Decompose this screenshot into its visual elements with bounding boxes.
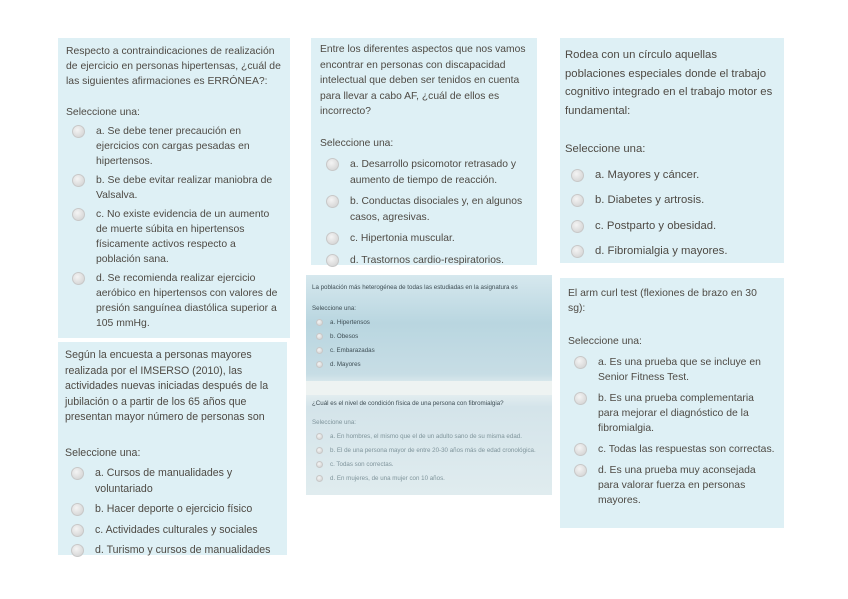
option-a[interactable] [66,124,282,169]
question-text: El arm curl test (flexiones de brazo en 30 sg): [568,288,757,314]
radio-button[interactable] [574,356,587,369]
option-label: c. No existe evidencia de un aumento de muerte súbita en hipertensos físicamente activos respecto a población sana. [96,209,270,265]
radio-button[interactable] [316,361,323,368]
option-c[interactable] [312,346,546,355]
option-label: a. Es una prueba que se incluye en Senior Fitness Test. [598,357,761,383]
photo-screenshot-questions [306,275,552,495]
question-text: La población más heterogénea de todas las estudiadas en la asignatura es [312,284,518,291]
option-d[interactable] [66,271,282,331]
option-a[interactable] [565,166,779,185]
radio-button[interactable] [316,447,323,454]
option-d[interactable] [565,242,779,261]
radio-button[interactable] [72,125,85,138]
radio-button[interactable] [326,158,339,171]
select-label: Seleccione una: [568,336,642,347]
option-label: c. Todas son correctas. [330,461,394,468]
select-label: Seleccione una: [65,446,141,459]
radio-button[interactable] [71,524,84,537]
select-label: Seleccione una: [312,419,357,426]
radio-button[interactable] [571,169,584,182]
radio-button[interactable] [72,272,85,285]
option-a[interactable] [65,466,280,497]
question-text: Respecto a contraindicaciones de realización de ejercicio en personas hipertensas, ¿cuál de las siguientes afirmaciones es ERRÓNEA?: [66,46,281,87]
radio-button[interactable] [316,433,323,440]
radio-button[interactable] [326,195,339,208]
radio-button[interactable] [316,461,323,468]
option-c[interactable] [65,523,280,539]
radio-button[interactable] [326,232,339,245]
question-card-cognitive [560,38,784,263]
option-label: b. Conductas disociales y, en algunos casos, agresivas. [350,196,523,223]
option-label: c. Postparto y obesidad. [595,219,717,232]
radio-button[interactable] [574,392,587,405]
option-d[interactable] [568,463,776,508]
select-label: Seleccione una: [312,305,357,312]
option-c[interactable] [312,460,546,469]
option-label: a. Cursos de manualidades y voluntariado [95,467,233,495]
radio-button[interactable] [316,333,323,340]
radio-button[interactable] [571,220,584,233]
radio-button[interactable] [574,464,587,477]
option-label: c. Embarazadas [330,347,375,354]
option-a[interactable] [312,318,546,327]
option-label: c. Actividades culturales y sociales [95,523,258,536]
option-b[interactable] [312,332,546,341]
radio-button[interactable] [71,503,84,516]
option-label: b. Diabetes y artrosis. [595,194,705,206]
option-label: b. Se debe evitar realizar maniobra de Valsalva. [96,175,273,201]
radio-button[interactable] [574,443,587,456]
option-label: b. Obesos [330,333,359,340]
option-label: d. Trastornos cardio-respiratorios. [350,254,504,266]
option-label: b. Es una prueba complementaria para mejorar el diagnóstico de la fibromialgia. [598,393,754,434]
question-card-imserso [58,342,287,555]
option-label: a. En hombres, el mismo que el de un adulto sano de su misma edad. [330,433,522,440]
question-card-arm-curl [560,278,784,528]
question-text: Entre los diferentes aspectos que nos vamos encontrar en personas con discapacidad intelectual que deben ser tenidos en cuenta para llevar a cabo AF, ¿cuál de ellos es incorrecto? [320,44,526,117]
option-d[interactable] [312,360,546,369]
option-b[interactable] [66,173,282,203]
select-label: Seleccione una: [66,107,140,118]
option-b[interactable] [312,446,546,455]
question-card-intellectual-disability [311,38,537,265]
option-label: d. Turismo y cursos de manualidades [95,544,271,556]
radio-button[interactable] [571,245,584,258]
option-a[interactable] [568,355,776,385]
option-label: d. En mujeres, de una mujer con 10 años. [330,475,445,482]
option-d[interactable] [65,543,280,559]
radio-button[interactable] [72,208,85,221]
option-c[interactable] [320,231,528,247]
question-card-hypertension [58,38,290,338]
option-a[interactable] [312,432,546,441]
option-b[interactable] [568,391,776,436]
radio-button[interactable] [71,467,84,480]
option-label: d. Es una prueba muy aconsejada para valorar fuerza en personas mayores. [598,465,756,506]
option-label: a. Se debe tener precaución en ejercicios con cargas pesadas en hipertensos. [96,126,250,167]
option-b[interactable] [565,191,779,210]
question-text: ¿Cuál es el nivel de condición física de una persona con fibromialgia? [312,400,504,407]
option-label: c. Todas las respuestas son correctas. [598,444,775,455]
option-label: d. Mayores [330,361,361,368]
radio-button[interactable] [316,347,323,354]
divider [306,381,552,395]
option-a[interactable] [320,157,528,188]
select-label: Seleccione una: [565,143,646,155]
radio-button[interactable] [571,194,584,207]
option-c[interactable] [565,217,779,236]
radio-button[interactable] [71,544,84,557]
option-label: a. Hipertensos [330,319,370,326]
option-label: d. Se recomienda realizar ejercicio aeróbico en hipertensos con valores de presión sanguínea diastólica superior a 105 mmHg. [96,273,278,329]
radio-button[interactable] [316,475,323,482]
option-label: a. Desarrollo psicomotor retrasado y aumento de tiempo de reacción. [350,159,516,186]
option-b[interactable] [65,502,280,518]
option-label: b. Hacer deporte o ejercicio físico [95,503,253,515]
radio-button[interactable] [316,319,323,326]
question-text: Según la encuesta a personas mayores realizada por el IMSERSO (2010), las actividades nuevas iniciadas después de la jubilación o a partir de los 65 años que presentan mayor número de personas son [65,349,269,423]
option-label: d. Fibromialgia y mayores. [595,245,728,257]
option-d[interactable] [320,253,528,269]
select-label: Seleccione una: [320,137,394,149]
option-d[interactable] [312,474,546,483]
option-c[interactable] [568,442,776,457]
question-text: Rodea con un círculo aquellas poblaciones especiales donde el trabajo cognitivo integrado en el trabajo motor es fundamental: [565,49,773,117]
option-b[interactable] [320,194,528,225]
option-label: c. Hipertonia muscular. [350,233,455,244]
radio-button[interactable] [326,254,339,267]
option-c[interactable] [66,207,282,267]
option-label: b. El de una persona mayor de entre 20-30 años más de edad cronológica. [330,447,536,454]
option-label: a. Mayores y cáncer. [595,168,700,181]
radio-button[interactable] [72,174,85,187]
